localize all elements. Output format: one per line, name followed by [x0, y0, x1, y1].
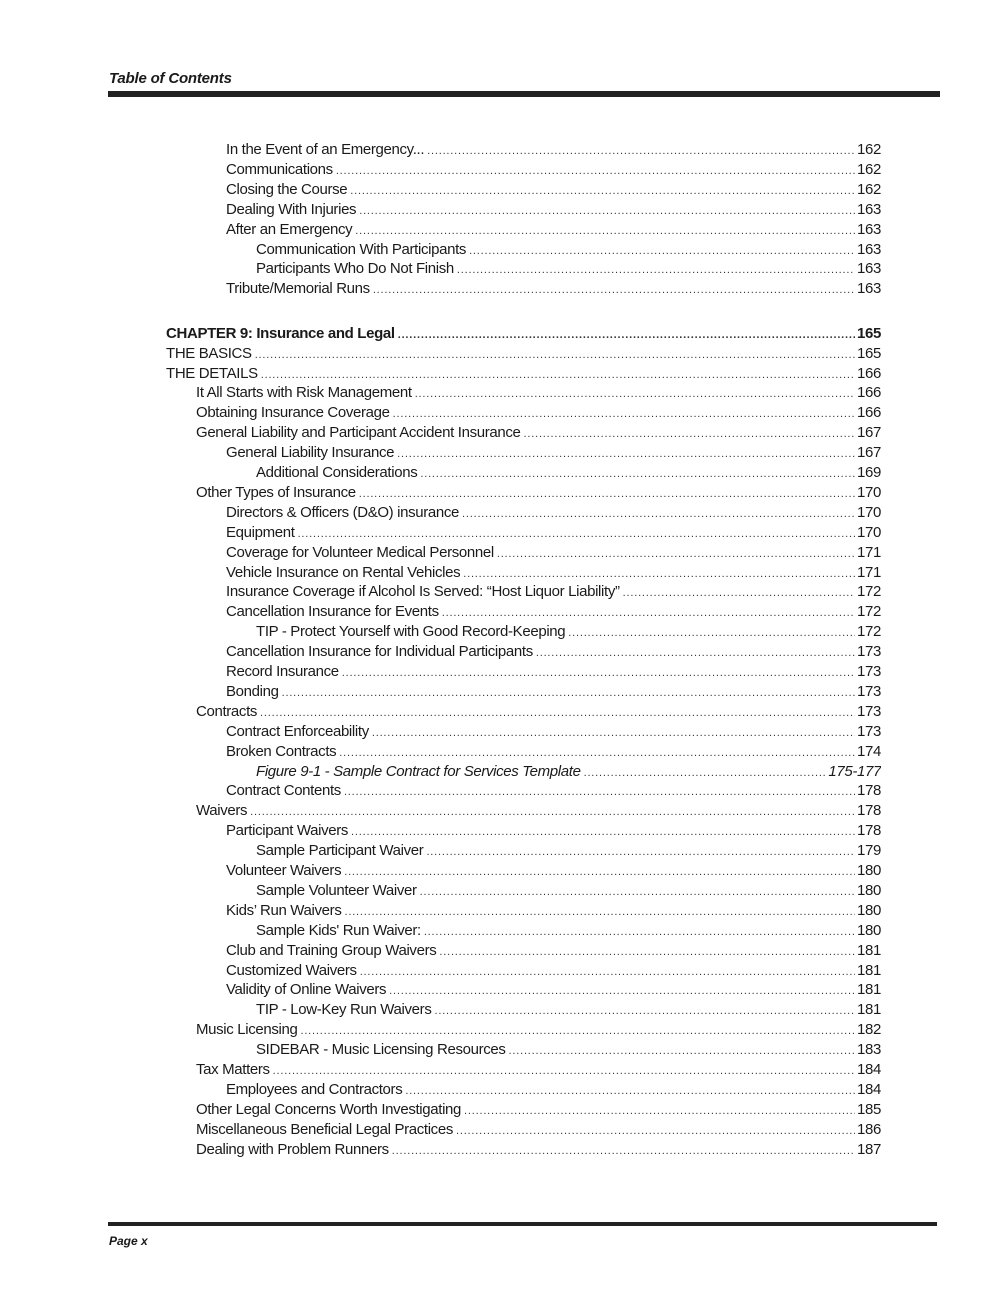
toc-entry-title: Equipment: [226, 523, 295, 541]
toc-entry[interactable]: [226, 743, 881, 763]
dot-leader: [336, 165, 855, 177]
dot-leader: [372, 727, 855, 739]
dot-leader: [524, 428, 856, 440]
toc-entry[interactable]: [226, 583, 881, 603]
toc-entry[interactable]: [226, 221, 881, 241]
toc-entry-page: 162: [857, 141, 881, 158]
dot-leader: [568, 627, 855, 639]
toc-entry-title: Contracts: [196, 702, 258, 720]
dot-leader: [426, 846, 855, 858]
toc-entry[interactable]: [226, 981, 881, 1001]
dot-leader: [260, 707, 855, 719]
toc-entry-page: 170: [857, 503, 881, 521]
toc-entry[interactable]: [226, 663, 881, 683]
toc-entry-title: Additional Considerations: [256, 464, 418, 481]
toc-entry-title: Club and Training Group Waivers: [226, 941, 437, 959]
toc-entry-title: General Liability Insurance: [226, 444, 395, 462]
toc-entry-page: 173: [857, 722, 881, 740]
toc-entry[interactable]: [226, 822, 881, 842]
dot-leader: [389, 985, 855, 997]
toc-entry-title: Miscellaneous Beneficial Legal Practices: [196, 1120, 453, 1138]
toc-entry[interactable]: [196, 484, 881, 504]
dot-leader: [462, 508, 855, 520]
toc-entry-page: 182: [857, 1021, 881, 1039]
toc-entry[interactable]: [196, 404, 881, 424]
toc-entry[interactable]: [226, 942, 881, 962]
dot-leader: [442, 607, 855, 619]
dot-leader: [350, 185, 855, 197]
dot-leader: [255, 349, 855, 361]
toc-entry-page: 172: [857, 583, 881, 601]
toc-entry-title: Tax Matters: [196, 1061, 270, 1078]
toc-entry-page: 173: [857, 663, 881, 680]
toc-entry[interactable]: [196, 384, 881, 404]
dot-leader: [424, 926, 855, 938]
toc-entry-page: 170: [857, 483, 881, 501]
toc-entry[interactable]: [166, 365, 881, 385]
dot-leader: [373, 284, 855, 296]
toc-entry-page: 181: [857, 1001, 881, 1019]
toc-entry-title: After an Emergency: [226, 220, 353, 238]
toc-entry-page: 167: [857, 424, 881, 442]
toc-entry-page: 163: [857, 240, 881, 258]
toc-entry-page: 162: [857, 180, 881, 198]
toc-entry[interactable]: [196, 703, 881, 723]
toc-entry[interactable]: [226, 862, 881, 882]
toc-entry-page: 174: [857, 742, 881, 760]
toc-entry[interactable]: [256, 1041, 881, 1061]
toc-entry-title: Cancellation Insurance for Events: [226, 603, 439, 621]
toc-entry-page: 180: [857, 901, 881, 919]
toc-entry-page: 163: [857, 200, 881, 218]
toc-entry[interactable]: [226, 1081, 881, 1101]
dot-leader: [464, 1105, 855, 1117]
toc-entry-page: 186: [857, 1120, 881, 1138]
toc-entry-page: 172: [857, 603, 881, 621]
header-rule: [108, 91, 940, 97]
toc-entry-page: 171: [857, 563, 881, 581]
dot-leader: [359, 488, 855, 500]
toc-entry-page: 178: [857, 802, 881, 820]
toc-entry[interactable]: [226, 504, 881, 524]
toc-entry-page: 187: [857, 1140, 881, 1158]
toc-entry-title: Cancellation Insurance for Individual Participants: [226, 643, 533, 661]
toc-entry[interactable]: [196, 802, 881, 822]
toc-entry-page: 184: [857, 1061, 881, 1078]
toc-entry-title: CHAPTER 9: Insurance and Legal: [166, 324, 395, 342]
dot-leader: [344, 906, 855, 918]
dot-leader: [393, 408, 855, 420]
toc-entry-title: Sample Participant Waiver: [256, 842, 424, 860]
toc-entry-title: Validity of Online Waivers: [226, 981, 387, 999]
dot-leader: [497, 548, 855, 560]
dot-leader: [360, 966, 855, 978]
toc-entry[interactable]: [226, 643, 881, 663]
toc-entry[interactable]: [166, 325, 881, 345]
toc-entry-title: Figure 9-1 - Sample Contract for Services Template: [256, 762, 581, 780]
toc-entry-title: Directors & Officers (D&O) insurance: [226, 503, 460, 521]
toc-entry-page: 163: [857, 220, 881, 238]
toc-entry-title: THE BASICS: [166, 344, 252, 362]
toc-entry-page: 178: [857, 822, 881, 840]
running-header-title: Table of Contents: [109, 70, 232, 87]
dot-leader: [457, 264, 855, 276]
toc-entry-page: 180: [857, 921, 881, 939]
toc-entry-title: Volunteer Waivers: [226, 862, 342, 879]
toc-entry[interactable]: [256, 882, 881, 902]
dot-leader: [344, 866, 855, 878]
toc-entry-page: 173: [857, 702, 881, 720]
dot-leader: [434, 1005, 855, 1017]
toc-entry[interactable]: [226, 141, 881, 161]
toc-entry-title: Communications: [226, 160, 333, 178]
toc-entry-title: Employees and Contractors: [226, 1080, 403, 1098]
toc-entry-page: 162: [857, 160, 881, 178]
toc-entry[interactable]: [226, 723, 881, 743]
dot-leader: [623, 587, 855, 599]
toc-entry-page: 171: [857, 543, 881, 561]
dot-leader: [355, 225, 855, 237]
toc-entry-page: 166: [857, 404, 881, 422]
toc-entry[interactable]: [196, 1141, 881, 1161]
toc-entry-title: Tribute/Memorial Runs: [226, 280, 370, 298]
toc-entry-title: Vehicle Insurance on Rental Vehicles: [226, 563, 461, 581]
dot-leader: [342, 667, 855, 679]
dot-leader: [392, 1145, 855, 1157]
dot-leader: [420, 468, 855, 480]
toc-entry[interactable]: [196, 1021, 881, 1041]
toc-entry-title: Participants Who Do Not Finish: [256, 260, 454, 278]
toc-entry-page: 173: [857, 682, 881, 700]
dot-leader: [250, 806, 855, 818]
toc-entry-title: Obtaining Insurance Coverage: [196, 404, 390, 422]
dot-leader: [398, 329, 855, 341]
toc-entry[interactable]: [226, 181, 881, 201]
dot-leader: [351, 826, 855, 838]
dot-leader: [415, 388, 855, 400]
toc-entry-page: 175-177: [828, 762, 881, 780]
dot-leader: [420, 886, 855, 898]
toc-entry[interactable]: [226, 544, 881, 564]
dot-leader: [344, 786, 855, 798]
toc-entry-title: General Liability and Participant Accident Insurance: [196, 424, 521, 442]
toc-entry[interactable]: [226, 524, 881, 544]
dot-leader: [509, 1045, 856, 1057]
toc-entry-title: Communication With Participants: [256, 240, 467, 258]
toc-entry[interactable]: [226, 683, 881, 703]
footer-rule: [108, 1222, 937, 1226]
toc-entry-page: 185: [857, 1100, 881, 1118]
toc-entry-title: Contract Contents: [226, 782, 341, 800]
toc-entry[interactable]: [256, 1001, 881, 1021]
dot-leader: [273, 1065, 855, 1077]
dot-leader: [282, 687, 855, 699]
dot-leader: [405, 1085, 855, 1097]
toc-entry-title: Record Insurance: [226, 663, 339, 680]
dot-leader: [298, 528, 855, 540]
toc-entry-page: 163: [857, 280, 881, 298]
toc-entry-page: 170: [857, 523, 881, 541]
toc-entry-title: Dealing With Injuries: [226, 200, 357, 218]
toc-entry[interactable]: [226, 201, 881, 221]
dot-leader: [463, 568, 855, 580]
toc-entry-page: 166: [857, 364, 881, 382]
toc-entry-title: Participant Waivers: [226, 822, 349, 840]
toc-entry-page: 166: [857, 384, 881, 402]
toc-entry[interactable]: [256, 623, 881, 643]
toc-entry-page: 183: [857, 1041, 881, 1059]
toc-entry-title: Coverage for Volunteer Medical Personnel: [226, 543, 494, 561]
toc-entry-title: Customized Waivers: [226, 961, 357, 979]
dot-leader: [536, 647, 855, 659]
toc-entry-title: Contract Enforceability: [226, 722, 369, 740]
toc-entry-page: 169: [857, 464, 881, 481]
toc-entry-page: 178: [857, 782, 881, 800]
toc-entry[interactable]: [256, 241, 881, 261]
dot-leader: [469, 245, 855, 257]
toc-entry-page: 184: [857, 1080, 881, 1098]
toc-entry-title: It All Starts with Risk Management: [196, 384, 412, 402]
dot-leader: [456, 1125, 855, 1137]
toc-entry-title: Bonding: [226, 682, 279, 700]
dot-leader: [261, 369, 855, 381]
toc-entry-title: Music Licensing: [196, 1021, 298, 1039]
toc-entry-title: Dealing with Problem Runners: [196, 1140, 389, 1158]
toc-entry[interactable]: [256, 922, 881, 942]
toc-entry-title: In the Event of an Emergency...: [226, 141, 425, 158]
toc-entry-page: 181: [857, 961, 881, 979]
toc-entry-title: Waivers: [196, 802, 248, 820]
dot-leader: [584, 767, 827, 779]
toc-entry[interactable]: [226, 962, 881, 982]
dot-leader: [439, 946, 855, 958]
toc-entry-page: 167: [857, 444, 881, 462]
toc-entry[interactable]: [256, 842, 881, 862]
toc-entry[interactable]: [226, 161, 881, 181]
toc-entry-page: 173: [857, 643, 881, 661]
toc-entry[interactable]: [166, 345, 881, 365]
toc-entry[interactable]: [226, 902, 881, 922]
toc-entry[interactable]: [226, 782, 881, 802]
toc-entry-page: 180: [857, 881, 881, 899]
toc-entry[interactable]: [256, 464, 881, 484]
toc-entry[interactable]: [226, 444, 881, 464]
toc-entry[interactable]: [256, 763, 881, 783]
dot-leader: [427, 145, 855, 157]
toc-entry[interactable]: [196, 1101, 881, 1121]
toc-entry[interactable]: [196, 1061, 881, 1081]
dot-leader: [339, 747, 855, 759]
toc-entry-title: Broken Contracts: [226, 742, 337, 760]
toc-entry-page: 181: [857, 981, 881, 999]
dot-leader: [397, 448, 855, 460]
toc-entry-title: SIDEBAR - Music Licensing Resources: [256, 1041, 506, 1059]
toc-entry-page: 181: [857, 941, 881, 959]
toc-entry-title: Sample Kids' Run Waiver:: [256, 921, 421, 939]
toc-entry-title: Other Legal Concerns Worth Investigating: [196, 1100, 462, 1118]
toc-entry-title: THE DETAILS: [166, 364, 258, 382]
toc-entry-page: 163: [857, 260, 881, 278]
dot-leader: [359, 205, 855, 217]
toc-entry[interactable]: [196, 1121, 881, 1141]
toc-entry[interactable]: [226, 564, 881, 584]
toc-entry-title: TIP - Low-Key Run Waivers: [256, 1001, 432, 1019]
toc-entry-title: TIP - Protect Yourself with Good Record-Keeping: [256, 623, 566, 641]
toc-entry-page: 165: [857, 344, 881, 362]
toc-entry[interactable]: [196, 424, 881, 444]
toc-entry[interactable]: [256, 260, 881, 280]
toc-entry-title: Kids’ Run Waivers: [226, 901, 342, 919]
toc-entry-title: Insurance Coverage if Alcohol Is Served: “Host Liquor Liability”: [226, 583, 620, 601]
toc-entry[interactable]: [226, 603, 881, 623]
dot-leader: [300, 1025, 855, 1037]
toc-entry-page: 179: [857, 842, 881, 860]
toc-entry-page: 172: [857, 623, 881, 641]
toc-entry-title: Closing the Course: [226, 180, 348, 198]
toc-entry-page: 165: [857, 324, 881, 342]
page-number: Page x: [109, 1234, 148, 1248]
toc-entry-title: Other Types of Insurance: [196, 483, 356, 501]
toc-entry[interactable]: [226, 280, 881, 300]
toc-entry-title: Sample Volunteer Waiver: [256, 881, 417, 899]
toc-entry-page: 180: [857, 862, 881, 879]
